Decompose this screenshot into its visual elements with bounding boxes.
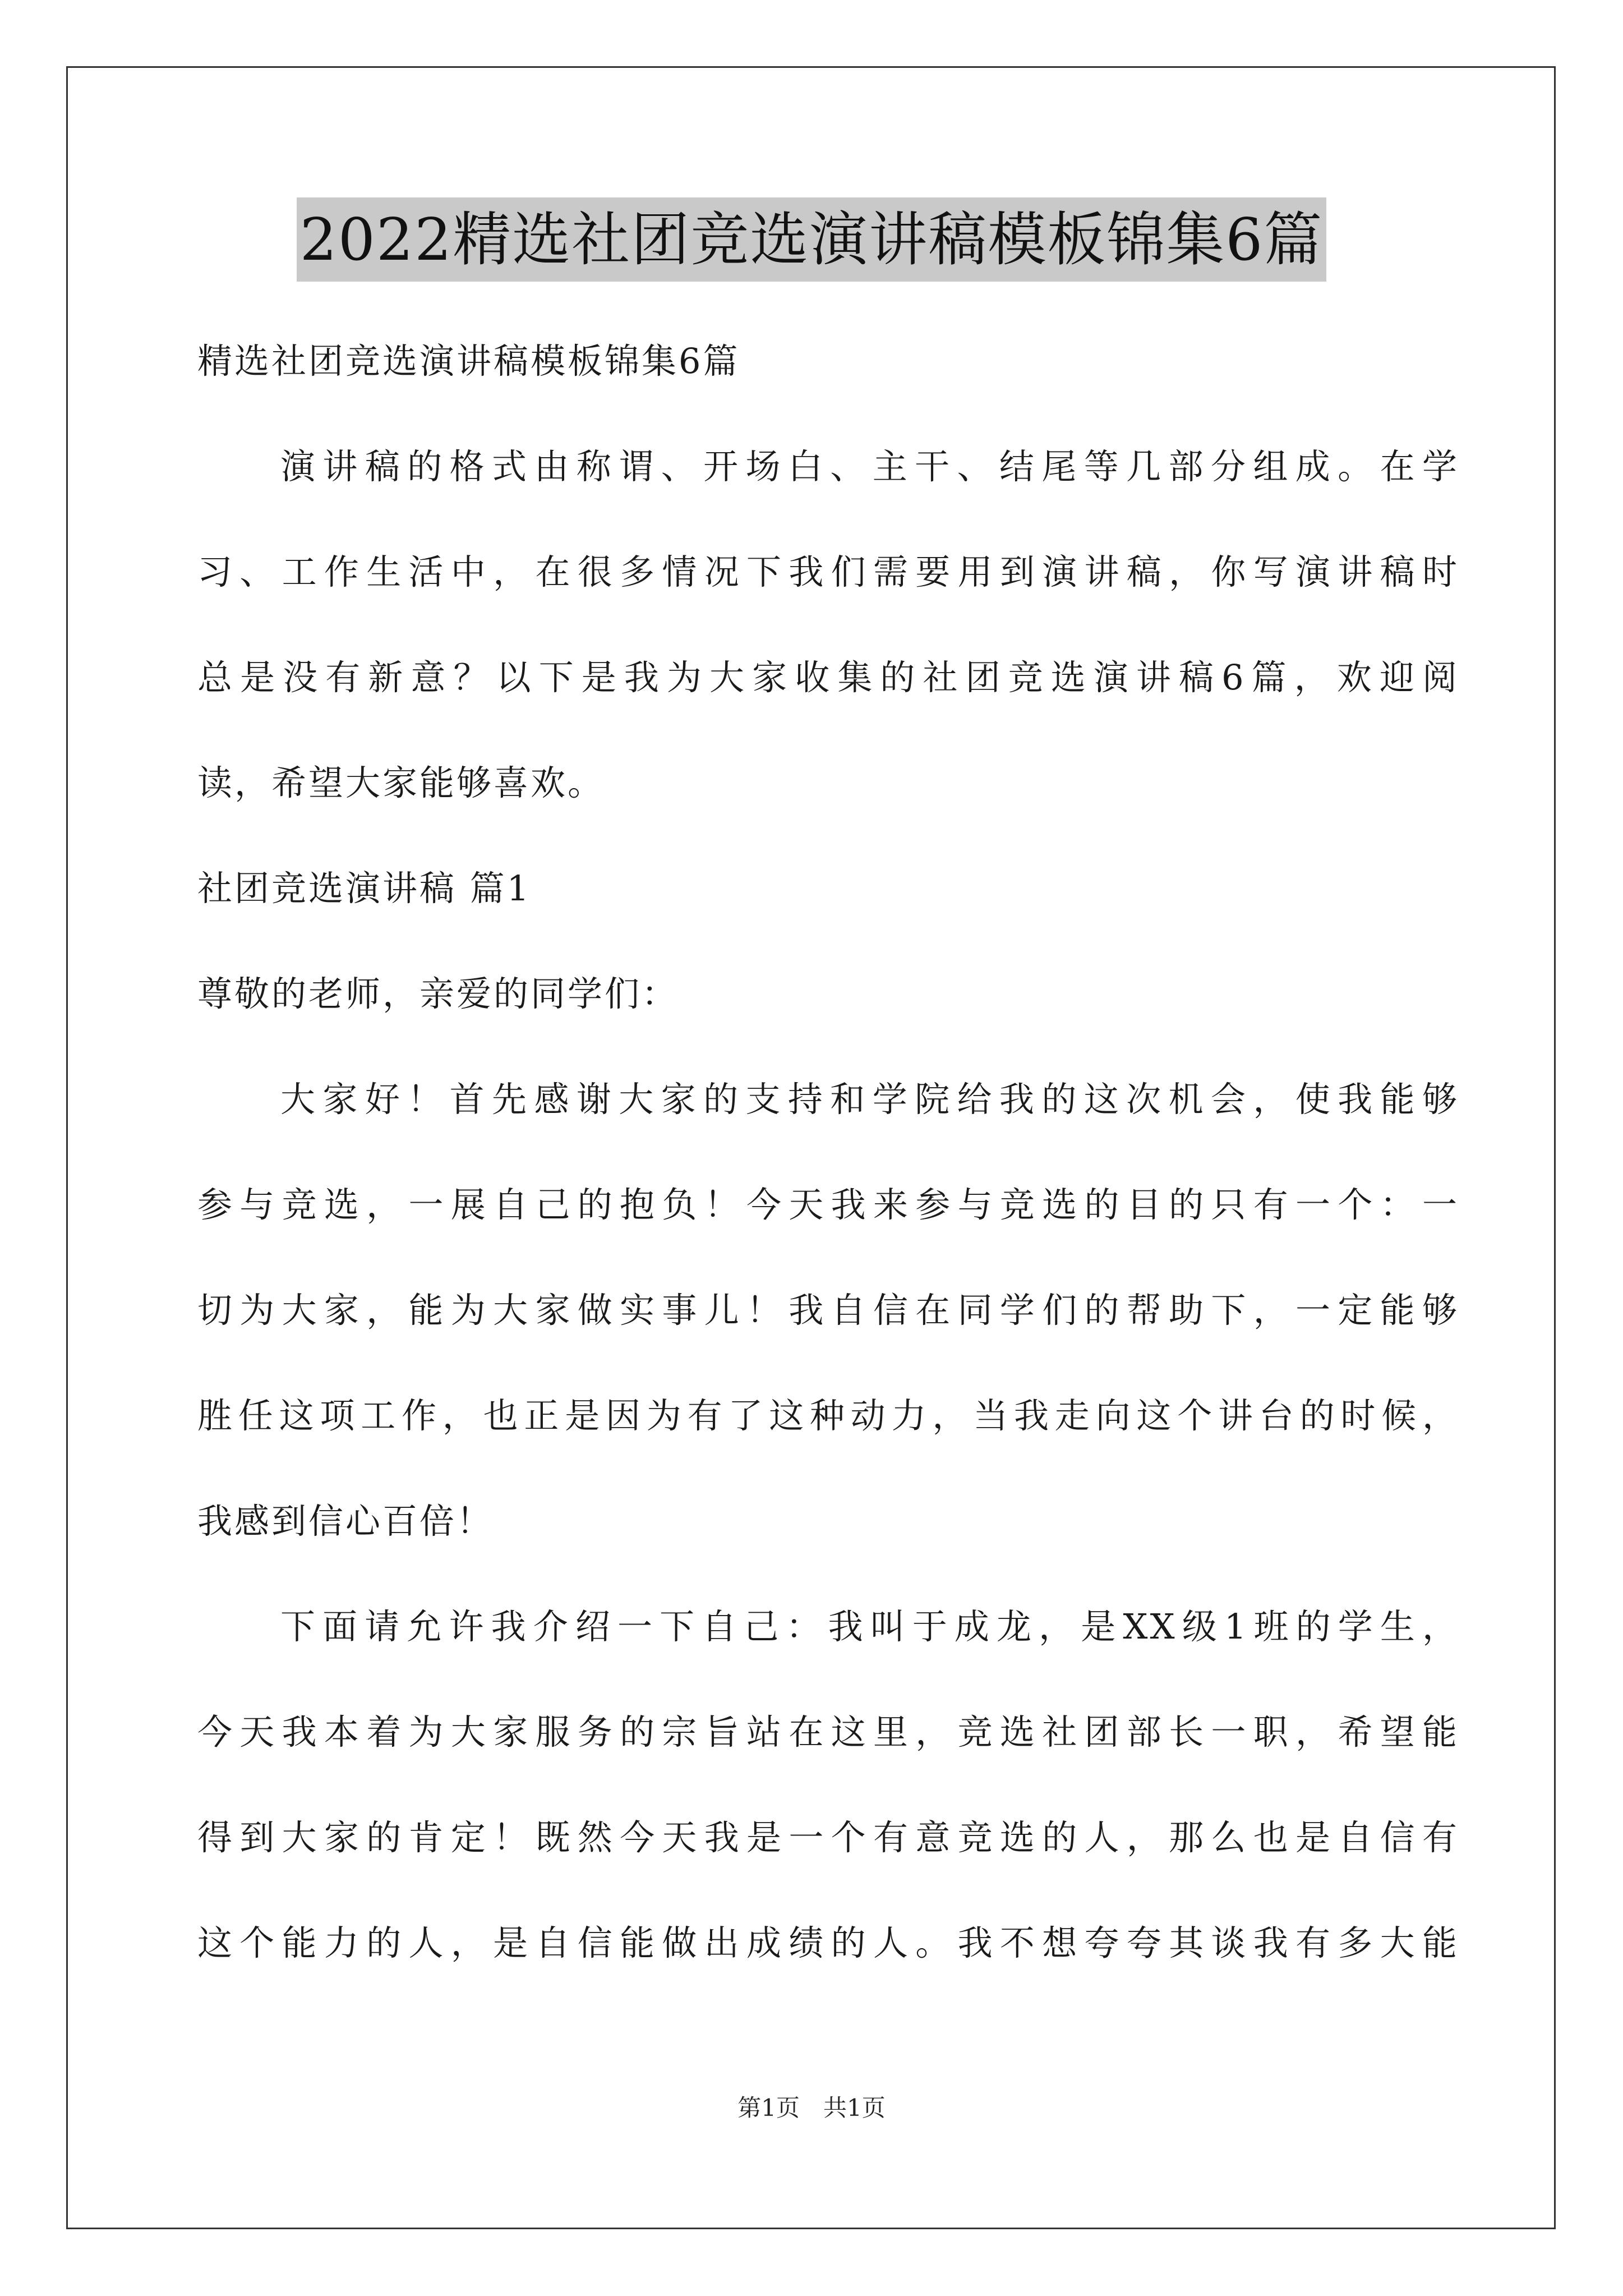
intro-line: 读，希望大家能够喜欢。 bbox=[197, 762, 605, 803]
greeting-line: 尊敬的老师，亲爱的同学们： bbox=[197, 973, 679, 1014]
document-title: 2022精选社团竞选演讲稿模板锦集6篇 bbox=[297, 197, 1327, 282]
page-number: 第1页 共1页 bbox=[737, 2094, 886, 2122]
paragraph-line: 大家好！首先感谢大家的支持和学院给我的这次机会，使我能够 bbox=[280, 1079, 1459, 1120]
document-body bbox=[197, 309, 1459, 1996]
paragraph-line: 参与竞选，一展自己的抱负！今天我来参与竞选的目的只有一个：一 bbox=[197, 1184, 1459, 1225]
paragraph-line: 胜任这项工作，也正是因为有了这种动力，当我走向这个讲台的时候， bbox=[197, 1395, 1459, 1436]
paragraph-line: 今天我本着为大家服务的宗旨站在这里，竞选社团部长一职，希望能 bbox=[197, 1711, 1459, 1752]
title-container bbox=[0, 197, 1623, 282]
section-heading: 社团竞选演讲稿 篇1 bbox=[197, 868, 532, 909]
document-subtitle: 精选社团竞选演讲稿模板锦集6篇 bbox=[197, 341, 740, 381]
paragraph-line: 这个能力的人，是自信能做出成绩的人。我不想夸夸其谈我有多大能 bbox=[197, 1922, 1459, 1963]
intro-line: 总是没有新意？以下是我为大家收集的社团竞选演讲稿6篇，欢迎阅 bbox=[197, 657, 1459, 698]
paragraph-line: 我感到信心百倍！ bbox=[197, 1501, 494, 1542]
paragraph-line: 下面请允许我介绍一下自己：我叫于成龙，是XX级1班的学生， bbox=[280, 1606, 1459, 1647]
intro-line: 习、工作生活中，在很多情况下我们需要用到演讲稿，你写演讲稿时 bbox=[197, 551, 1459, 592]
intro-line: 演讲稿的格式由称谓、开场白、主干、结尾等几部分组成。在学 bbox=[280, 446, 1459, 487]
page-footer bbox=[0, 2091, 1623, 2125]
paragraph-line: 切为大家，能为大家做实事儿！我自信在同学们的帮助下，一定能够 bbox=[197, 1290, 1459, 1331]
paragraph-line: 得到大家的肯定！既然今天我是一个有意竞选的人，那么也是自信有 bbox=[197, 1817, 1459, 1858]
